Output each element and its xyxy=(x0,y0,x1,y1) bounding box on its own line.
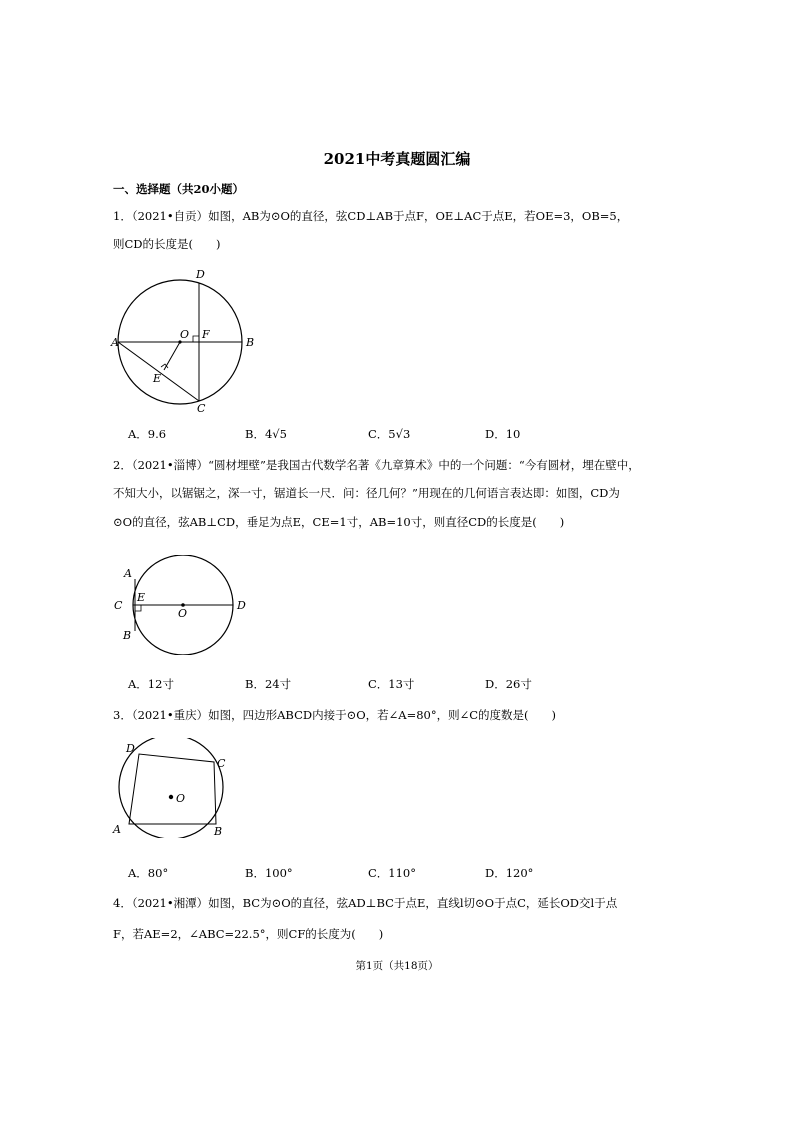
q1-label-c: C xyxy=(197,402,206,414)
q3-quadrilateral xyxy=(129,754,216,824)
question-2-option-a[interactable]: A．12寸 xyxy=(128,677,174,691)
q1-right-angle-f xyxy=(193,336,199,342)
question-3-option-b[interactable]: B．100° xyxy=(245,866,293,880)
q2-label-c: C xyxy=(114,599,123,612)
question-2-line-3: ⊙O的直径，弦AB⊥CD，垂足为点E，CE=1寸，AB=10寸，则直径CD的长度是( ) xyxy=(113,515,565,529)
q3-label-b: B xyxy=(214,825,223,838)
page-title: 2021中考真题圆汇编 xyxy=(323,150,471,168)
question-1-option-d[interactable]: D．10 xyxy=(485,427,521,441)
question-2-line-2: 不知大小，以锯锯之，深一寸，锯道长一尺．问：径几何？”用现在的几何语言表达即：如图，CD为 xyxy=(113,486,620,500)
q1-label-e: E xyxy=(153,372,162,385)
question-4-line-2: F，若AE=2，∠ABC=22.5°，则CF的长度为( ) xyxy=(113,927,384,941)
page-footer: 第1页（共18页） xyxy=(355,960,439,972)
question-3-figure xyxy=(110,738,235,838)
question-1-line-1: 1．（2021•自贡）如图，AB为⊙O的直径，弦CD⊥AB于点F，OE⊥AC于点E，若OE=3，OB=5， xyxy=(113,209,629,223)
question-3-option-c[interactable]: C．110° xyxy=(368,866,416,880)
q2-label-b: B xyxy=(123,629,132,642)
question-1-option-b[interactable]: B．4√5 xyxy=(245,427,287,441)
q2-label-o: O xyxy=(178,607,188,620)
q3-center-dot xyxy=(169,795,173,799)
question-4-line-1: 4．（2021•湘潭）如图，BC为⊙O的直径，弦AD⊥BC于点E，直线l切⊙O于点C，延长OD交l于点 xyxy=(113,896,618,910)
q2-label-d: D xyxy=(237,599,246,612)
question-3-option-a[interactable]: A．80° xyxy=(128,866,169,880)
question-2-option-d[interactable]: D．26寸 xyxy=(485,677,532,691)
q1-label-b: B xyxy=(246,336,255,349)
q1-label-o: O xyxy=(180,328,190,341)
q3-label-c: C xyxy=(217,757,226,770)
question-2-option-c[interactable]: C．13寸 xyxy=(368,677,415,691)
question-2-figure xyxy=(110,555,260,655)
question-1-line-2: 则CD的长度是( ) xyxy=(113,237,221,251)
q2-right-angle-e xyxy=(135,605,141,611)
q2-label-e: E xyxy=(137,591,146,604)
question-3-line-1: 3．（2021•重庆）如图，四边形ABCD内接于⊙O，若∠A=80°，则∠C的度数是( ) xyxy=(113,708,557,722)
q2-label-a: A xyxy=(124,567,132,580)
question-1-option-c[interactable]: C．5√3 xyxy=(368,427,411,441)
question-3-option-d[interactable]: D．120° xyxy=(485,866,534,880)
q1-label-d: D xyxy=(196,268,205,281)
question-1-option-a[interactable]: A．9.6 xyxy=(128,427,167,441)
q3-label-d: D xyxy=(126,742,135,755)
question-2-option-b[interactable]: B．24寸 xyxy=(245,677,292,691)
question-1-figure xyxy=(110,266,270,414)
section-heading: 一、选择题（共20小题） xyxy=(113,182,245,196)
q1-label-a: A xyxy=(111,336,119,349)
q3-label-o: O xyxy=(176,792,186,805)
question-2-line-1: 2．（2021•淄博）“圆材埋壁”是我国古代数学名著《九章算术》中的一个问题：“今有圆材，埋在壁中， xyxy=(113,458,640,472)
q3-label-a: A xyxy=(113,823,121,836)
q1-label-f: F xyxy=(202,328,210,341)
